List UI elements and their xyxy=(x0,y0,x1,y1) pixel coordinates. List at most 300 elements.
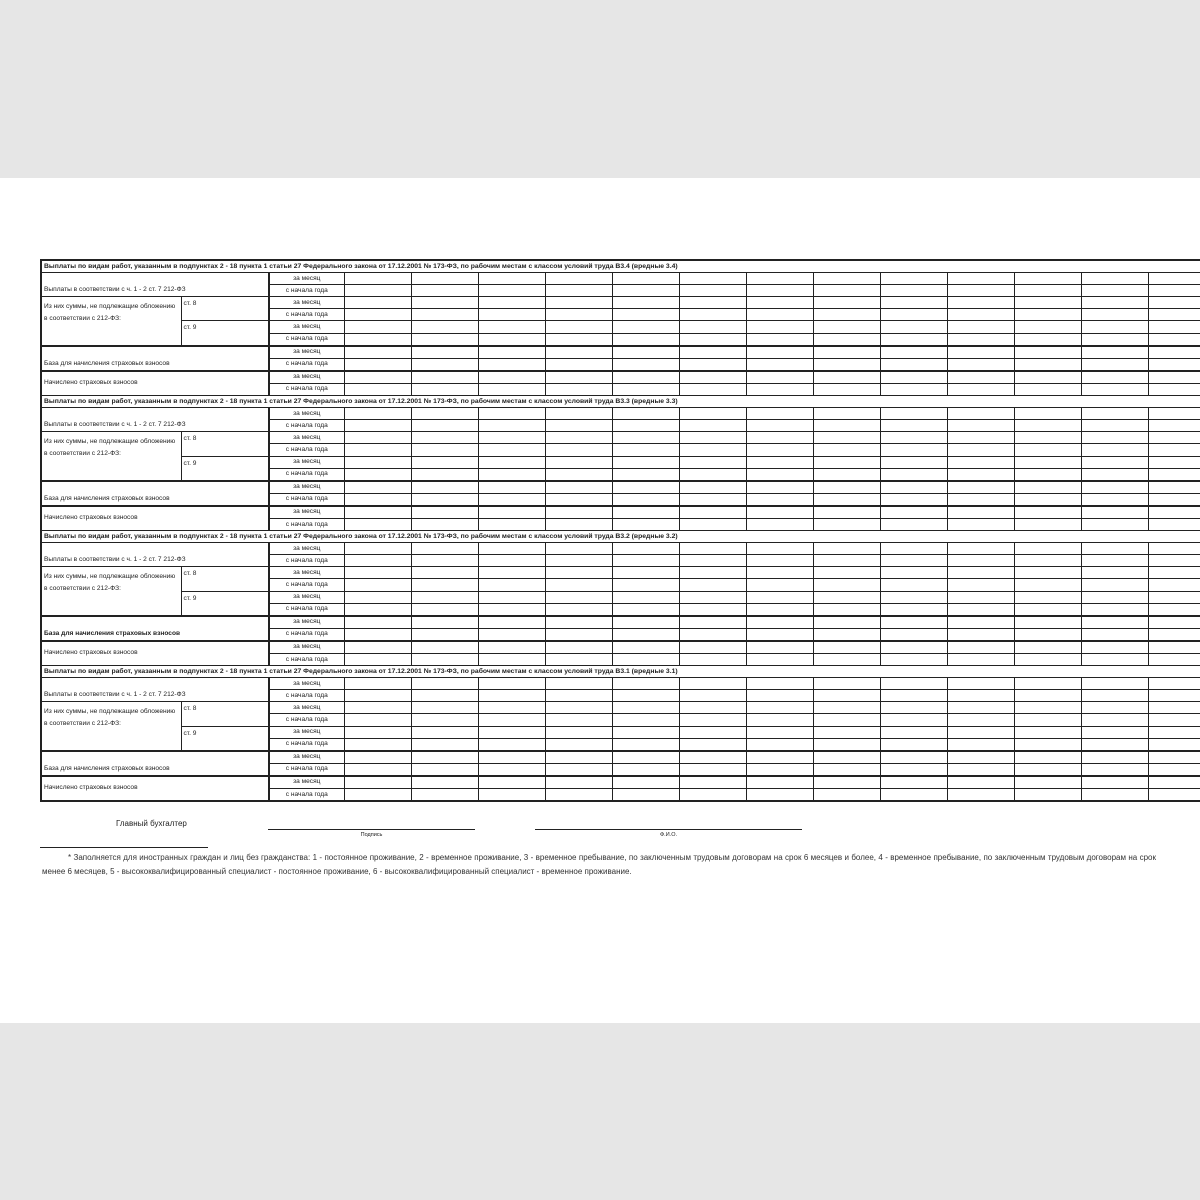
value-cell[interactable] xyxy=(880,506,947,519)
value-cell[interactable] xyxy=(1148,432,1200,444)
value-cell[interactable] xyxy=(478,432,545,444)
value-cell[interactable] xyxy=(1014,297,1081,309)
value-cell[interactable] xyxy=(478,543,545,555)
value-cell[interactable] xyxy=(813,654,880,666)
value-cell[interactable] xyxy=(478,616,545,629)
value-cell[interactable] xyxy=(344,383,411,395)
value-cell[interactable] xyxy=(411,309,478,321)
value-cell[interactable] xyxy=(679,321,746,333)
value-cell[interactable] xyxy=(880,333,947,346)
value-cell[interactable] xyxy=(1081,555,1148,567)
value-cell[interactable] xyxy=(1014,285,1081,297)
value-cell[interactable] xyxy=(1014,690,1081,702)
value-cell[interactable] xyxy=(813,468,880,481)
value-cell[interactable] xyxy=(947,420,1014,432)
value-cell[interactable] xyxy=(344,333,411,346)
value-cell[interactable] xyxy=(478,468,545,481)
value-cell[interactable] xyxy=(746,616,813,629)
value-cell[interactable] xyxy=(612,555,679,567)
value-cell[interactable] xyxy=(612,690,679,702)
value-cell[interactable] xyxy=(1014,763,1081,776)
value-cell[interactable] xyxy=(545,333,612,346)
value-cell[interactable] xyxy=(679,420,746,432)
value-cell[interactable] xyxy=(679,555,746,567)
value-cell[interactable] xyxy=(813,420,880,432)
value-cell[interactable] xyxy=(1081,702,1148,714)
value-cell[interactable] xyxy=(478,456,545,468)
value-cell[interactable] xyxy=(1014,493,1081,506)
value-cell[interactable] xyxy=(947,714,1014,726)
value-cell[interactable] xyxy=(545,714,612,726)
value-cell[interactable] xyxy=(1148,763,1200,776)
value-cell[interactable] xyxy=(1081,297,1148,309)
value-cell[interactable] xyxy=(344,776,411,789)
value-cell[interactable] xyxy=(1081,481,1148,494)
value-cell[interactable] xyxy=(880,543,947,555)
value-cell[interactable] xyxy=(880,567,947,579)
value-cell[interactable] xyxy=(1081,628,1148,641)
value-cell[interactable] xyxy=(545,591,612,603)
value-cell[interactable] xyxy=(746,654,813,666)
value-cell[interactable] xyxy=(1081,654,1148,666)
value-cell[interactable] xyxy=(1014,321,1081,333)
value-cell[interactable] xyxy=(1148,321,1200,333)
value-cell[interactable] xyxy=(679,506,746,519)
value-cell[interactable] xyxy=(947,371,1014,384)
name-line[interactable] xyxy=(535,829,802,830)
value-cell[interactable] xyxy=(1148,333,1200,346)
value-cell[interactable] xyxy=(1014,506,1081,519)
value-cell[interactable] xyxy=(813,285,880,297)
value-cell[interactable] xyxy=(947,273,1014,285)
value-cell[interactable] xyxy=(947,702,1014,714)
value-cell[interactable] xyxy=(813,518,880,530)
value-cell[interactable] xyxy=(947,738,1014,751)
value-cell[interactable] xyxy=(545,641,612,654)
value-cell[interactable] xyxy=(411,763,478,776)
value-cell[interactable] xyxy=(612,789,679,802)
value-cell[interactable] xyxy=(411,751,478,764)
value-cell[interactable] xyxy=(411,481,478,494)
value-cell[interactable] xyxy=(344,285,411,297)
value-cell[interactable] xyxy=(344,789,411,802)
value-cell[interactable] xyxy=(478,333,545,346)
value-cell[interactable] xyxy=(1148,420,1200,432)
value-cell[interactable] xyxy=(612,432,679,444)
value-cell[interactable] xyxy=(344,567,411,579)
value-cell[interactable] xyxy=(1014,641,1081,654)
value-cell[interactable] xyxy=(813,628,880,641)
value-cell[interactable] xyxy=(1081,776,1148,789)
value-cell[interactable] xyxy=(679,468,746,481)
value-cell[interactable] xyxy=(411,567,478,579)
value-cell[interactable] xyxy=(880,468,947,481)
value-cell[interactable] xyxy=(813,456,880,468)
value-cell[interactable] xyxy=(1014,567,1081,579)
value-cell[interactable] xyxy=(679,273,746,285)
value-cell[interactable] xyxy=(1014,309,1081,321)
value-cell[interactable] xyxy=(478,751,545,764)
value-cell[interactable] xyxy=(478,297,545,309)
value-cell[interactable] xyxy=(679,285,746,297)
value-cell[interactable] xyxy=(612,751,679,764)
value-cell[interactable] xyxy=(478,776,545,789)
value-cell[interactable] xyxy=(1081,408,1148,420)
value-cell[interactable] xyxy=(1148,726,1200,738)
value-cell[interactable] xyxy=(1148,408,1200,420)
value-cell[interactable] xyxy=(1014,579,1081,591)
value-cell[interactable] xyxy=(612,518,679,530)
value-cell[interactable] xyxy=(1148,555,1200,567)
value-cell[interactable] xyxy=(813,346,880,359)
value-cell[interactable] xyxy=(344,678,411,690)
value-cell[interactable] xyxy=(880,420,947,432)
value-cell[interactable] xyxy=(478,408,545,420)
value-cell[interactable] xyxy=(478,641,545,654)
value-cell[interactable] xyxy=(947,616,1014,629)
value-cell[interactable] xyxy=(1014,358,1081,371)
value-cell[interactable] xyxy=(679,641,746,654)
value-cell[interactable] xyxy=(880,358,947,371)
value-cell[interactable] xyxy=(411,654,478,666)
value-cell[interactable] xyxy=(880,383,947,395)
value-cell[interactable] xyxy=(1014,726,1081,738)
value-cell[interactable] xyxy=(545,603,612,616)
value-cell[interactable] xyxy=(679,432,746,444)
value-cell[interactable] xyxy=(411,579,478,591)
value-cell[interactable] xyxy=(947,567,1014,579)
value-cell[interactable] xyxy=(746,371,813,384)
value-cell[interactable] xyxy=(612,654,679,666)
value-cell[interactable] xyxy=(1081,641,1148,654)
value-cell[interactable] xyxy=(612,591,679,603)
value-cell[interactable] xyxy=(746,628,813,641)
value-cell[interactable] xyxy=(1014,432,1081,444)
value-cell[interactable] xyxy=(679,789,746,802)
value-cell[interactable] xyxy=(746,273,813,285)
value-cell[interactable] xyxy=(1148,297,1200,309)
value-cell[interactable] xyxy=(947,444,1014,456)
value-cell[interactable] xyxy=(1148,738,1200,751)
value-cell[interactable] xyxy=(344,432,411,444)
value-cell[interactable] xyxy=(813,603,880,616)
value-cell[interactable] xyxy=(679,690,746,702)
value-cell[interactable] xyxy=(947,383,1014,395)
value-cell[interactable] xyxy=(813,690,880,702)
value-cell[interactable] xyxy=(344,714,411,726)
value-cell[interactable] xyxy=(545,481,612,494)
value-cell[interactable] xyxy=(679,518,746,530)
value-cell[interactable] xyxy=(1148,285,1200,297)
value-cell[interactable] xyxy=(880,738,947,751)
value-cell[interactable] xyxy=(411,420,478,432)
value-cell[interactable] xyxy=(679,567,746,579)
value-cell[interactable] xyxy=(545,763,612,776)
value-cell[interactable] xyxy=(880,579,947,591)
value-cell[interactable] xyxy=(880,678,947,690)
value-cell[interactable] xyxy=(545,358,612,371)
value-cell[interactable] xyxy=(813,641,880,654)
value-cell[interactable] xyxy=(746,456,813,468)
value-cell[interactable] xyxy=(813,616,880,629)
value-cell[interactable] xyxy=(947,346,1014,359)
value-cell[interactable] xyxy=(478,654,545,666)
value-cell[interactable] xyxy=(411,518,478,530)
value-cell[interactable] xyxy=(813,383,880,395)
value-cell[interactable] xyxy=(1148,468,1200,481)
value-cell[interactable] xyxy=(679,456,746,468)
value-cell[interactable] xyxy=(947,321,1014,333)
value-cell[interactable] xyxy=(411,468,478,481)
value-cell[interactable] xyxy=(478,358,545,371)
value-cell[interactable] xyxy=(612,506,679,519)
value-cell[interactable] xyxy=(679,776,746,789)
value-cell[interactable] xyxy=(411,383,478,395)
value-cell[interactable] xyxy=(679,603,746,616)
value-cell[interactable] xyxy=(545,309,612,321)
value-cell[interactable] xyxy=(746,678,813,690)
value-cell[interactable] xyxy=(411,408,478,420)
value-cell[interactable] xyxy=(880,714,947,726)
value-cell[interactable] xyxy=(746,408,813,420)
value-cell[interactable] xyxy=(1081,603,1148,616)
value-cell[interactable] xyxy=(813,591,880,603)
value-cell[interactable] xyxy=(1014,654,1081,666)
value-cell[interactable] xyxy=(478,738,545,751)
value-cell[interactable] xyxy=(679,751,746,764)
value-cell[interactable] xyxy=(947,493,1014,506)
value-cell[interactable] xyxy=(947,654,1014,666)
value-cell[interactable] xyxy=(411,616,478,629)
value-cell[interactable] xyxy=(1148,690,1200,702)
value-cell[interactable] xyxy=(344,309,411,321)
value-cell[interactable] xyxy=(612,579,679,591)
value-cell[interactable] xyxy=(1081,420,1148,432)
value-cell[interactable] xyxy=(478,690,545,702)
signature-line[interactable] xyxy=(268,829,475,830)
value-cell[interactable] xyxy=(746,346,813,359)
value-cell[interactable] xyxy=(880,690,947,702)
value-cell[interactable] xyxy=(679,358,746,371)
value-cell[interactable] xyxy=(746,493,813,506)
value-cell[interactable] xyxy=(947,408,1014,420)
value-cell[interactable] xyxy=(947,333,1014,346)
value-cell[interactable] xyxy=(813,763,880,776)
value-cell[interactable] xyxy=(612,567,679,579)
value-cell[interactable] xyxy=(679,383,746,395)
value-cell[interactable] xyxy=(947,555,1014,567)
value-cell[interactable] xyxy=(746,506,813,519)
value-cell[interactable] xyxy=(1014,456,1081,468)
value-cell[interactable] xyxy=(1148,776,1200,789)
value-cell[interactable] xyxy=(612,383,679,395)
value-cell[interactable] xyxy=(612,333,679,346)
value-cell[interactable] xyxy=(746,603,813,616)
value-cell[interactable] xyxy=(344,420,411,432)
value-cell[interactable] xyxy=(1081,567,1148,579)
value-cell[interactable] xyxy=(344,603,411,616)
value-cell[interactable] xyxy=(1081,616,1148,629)
value-cell[interactable] xyxy=(679,371,746,384)
value-cell[interactable] xyxy=(1014,383,1081,395)
value-cell[interactable] xyxy=(1014,408,1081,420)
value-cell[interactable] xyxy=(679,616,746,629)
value-cell[interactable] xyxy=(947,763,1014,776)
value-cell[interactable] xyxy=(1014,518,1081,530)
value-cell[interactable] xyxy=(411,591,478,603)
value-cell[interactable] xyxy=(1014,628,1081,641)
value-cell[interactable] xyxy=(545,383,612,395)
value-cell[interactable] xyxy=(344,763,411,776)
value-cell[interactable] xyxy=(813,481,880,494)
value-cell[interactable] xyxy=(344,654,411,666)
value-cell[interactable] xyxy=(344,628,411,641)
value-cell[interactable] xyxy=(746,726,813,738)
value-cell[interactable] xyxy=(478,518,545,530)
value-cell[interactable] xyxy=(1081,383,1148,395)
value-cell[interactable] xyxy=(679,726,746,738)
value-cell[interactable] xyxy=(1081,493,1148,506)
value-cell[interactable] xyxy=(947,297,1014,309)
value-cell[interactable] xyxy=(746,321,813,333)
value-cell[interactable] xyxy=(1081,543,1148,555)
value-cell[interactable] xyxy=(478,481,545,494)
value-cell[interactable] xyxy=(1081,738,1148,751)
value-cell[interactable] xyxy=(545,628,612,641)
value-cell[interactable] xyxy=(344,468,411,481)
value-cell[interactable] xyxy=(1148,456,1200,468)
value-cell[interactable] xyxy=(612,408,679,420)
value-cell[interactable] xyxy=(612,763,679,776)
value-cell[interactable] xyxy=(947,628,1014,641)
value-cell[interactable] xyxy=(411,371,478,384)
value-cell[interactable] xyxy=(746,579,813,591)
value-cell[interactable] xyxy=(746,567,813,579)
value-cell[interactable] xyxy=(679,481,746,494)
value-cell[interactable] xyxy=(813,506,880,519)
value-cell[interactable] xyxy=(545,567,612,579)
value-cell[interactable] xyxy=(411,506,478,519)
value-cell[interactable] xyxy=(1014,543,1081,555)
value-cell[interactable] xyxy=(478,555,545,567)
value-cell[interactable] xyxy=(545,285,612,297)
value-cell[interactable] xyxy=(478,763,545,776)
value-cell[interactable] xyxy=(746,432,813,444)
value-cell[interactable] xyxy=(478,493,545,506)
value-cell[interactable] xyxy=(612,481,679,494)
value-cell[interactable] xyxy=(1081,690,1148,702)
value-cell[interactable] xyxy=(1081,456,1148,468)
value-cell[interactable] xyxy=(813,567,880,579)
value-cell[interactable] xyxy=(1014,714,1081,726)
value-cell[interactable] xyxy=(411,273,478,285)
value-cell[interactable] xyxy=(947,591,1014,603)
value-cell[interactable] xyxy=(880,346,947,359)
value-cell[interactable] xyxy=(813,738,880,751)
value-cell[interactable] xyxy=(813,751,880,764)
value-cell[interactable] xyxy=(679,493,746,506)
value-cell[interactable] xyxy=(746,555,813,567)
value-cell[interactable] xyxy=(880,763,947,776)
value-cell[interactable] xyxy=(813,579,880,591)
value-cell[interactable] xyxy=(679,678,746,690)
value-cell[interactable] xyxy=(947,690,1014,702)
value-cell[interactable] xyxy=(478,714,545,726)
value-cell[interactable] xyxy=(813,678,880,690)
value-cell[interactable] xyxy=(746,751,813,764)
value-cell[interactable] xyxy=(545,506,612,519)
value-cell[interactable] xyxy=(545,297,612,309)
value-cell[interactable] xyxy=(746,738,813,751)
value-cell[interactable] xyxy=(411,702,478,714)
value-cell[interactable] xyxy=(545,776,612,789)
value-cell[interactable] xyxy=(411,690,478,702)
value-cell[interactable] xyxy=(545,273,612,285)
value-cell[interactable] xyxy=(1081,678,1148,690)
value-cell[interactable] xyxy=(1148,481,1200,494)
value-cell[interactable] xyxy=(746,591,813,603)
value-cell[interactable] xyxy=(612,321,679,333)
value-cell[interactable] xyxy=(1148,493,1200,506)
value-cell[interactable] xyxy=(545,346,612,359)
value-cell[interactable] xyxy=(746,297,813,309)
value-cell[interactable] xyxy=(612,641,679,654)
value-cell[interactable] xyxy=(612,702,679,714)
value-cell[interactable] xyxy=(947,481,1014,494)
value-cell[interactable] xyxy=(1148,591,1200,603)
value-cell[interactable] xyxy=(880,518,947,530)
value-cell[interactable] xyxy=(1014,468,1081,481)
value-cell[interactable] xyxy=(1148,543,1200,555)
value-cell[interactable] xyxy=(880,273,947,285)
value-cell[interactable] xyxy=(545,321,612,333)
value-cell[interactable] xyxy=(1148,309,1200,321)
value-cell[interactable] xyxy=(947,506,1014,519)
value-cell[interactable] xyxy=(1148,641,1200,654)
value-cell[interactable] xyxy=(880,628,947,641)
value-cell[interactable] xyxy=(612,603,679,616)
value-cell[interactable] xyxy=(411,641,478,654)
value-cell[interactable] xyxy=(612,297,679,309)
value-cell[interactable] xyxy=(612,420,679,432)
value-cell[interactable] xyxy=(1148,358,1200,371)
value-cell[interactable] xyxy=(746,333,813,346)
value-cell[interactable] xyxy=(1148,654,1200,666)
value-cell[interactable] xyxy=(411,628,478,641)
value-cell[interactable] xyxy=(746,383,813,395)
value-cell[interactable] xyxy=(746,518,813,530)
value-cell[interactable] xyxy=(1081,506,1148,519)
value-cell[interactable] xyxy=(1081,285,1148,297)
value-cell[interactable] xyxy=(1014,555,1081,567)
value-cell[interactable] xyxy=(612,714,679,726)
value-cell[interactable] xyxy=(344,321,411,333)
value-cell[interactable] xyxy=(947,285,1014,297)
value-cell[interactable] xyxy=(344,273,411,285)
value-cell[interactable] xyxy=(545,408,612,420)
value-cell[interactable] xyxy=(813,432,880,444)
value-cell[interactable] xyxy=(746,358,813,371)
value-cell[interactable] xyxy=(1014,789,1081,802)
value-cell[interactable] xyxy=(478,321,545,333)
value-cell[interactable] xyxy=(411,789,478,802)
value-cell[interactable] xyxy=(411,285,478,297)
value-cell[interactable] xyxy=(344,616,411,629)
value-cell[interactable] xyxy=(947,603,1014,616)
value-cell[interactable] xyxy=(1014,616,1081,629)
value-cell[interactable] xyxy=(1081,309,1148,321)
value-cell[interactable] xyxy=(813,358,880,371)
